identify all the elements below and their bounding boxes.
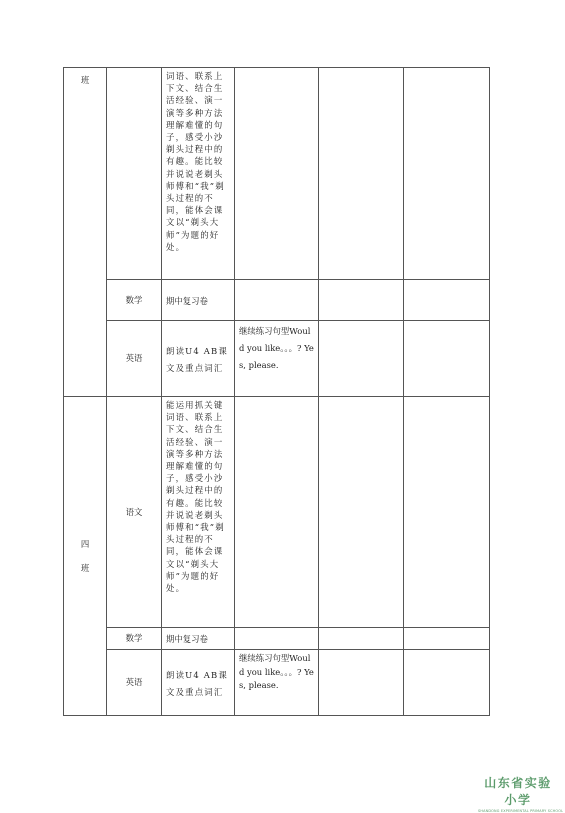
- empty-cell: [319, 321, 404, 397]
- content-cell: 期中复习卷: [162, 280, 235, 321]
- content-cell: 期中复习卷: [162, 628, 235, 650]
- table-row: [64, 628, 490, 650]
- homework-cell: [235, 628, 319, 650]
- content-cell: 词语、联系上下文、结合生活经验、演一演等多种方法理解难懂的句子，感受小沙剃头过程中的有趣。能比较并说说老剃头师傅和“我”剃头过程的不同，能体会课文以“剃头大师”为题的好处。: [162, 68, 235, 280]
- empty-cell: [319, 628, 404, 650]
- empty-cell: [319, 68, 404, 280]
- empty-cell: [404, 321, 490, 397]
- empty-cell: [404, 650, 490, 716]
- table-row: [64, 68, 490, 280]
- table-row: [64, 650, 490, 716]
- homework-cell: 继续练习句型Would you like。。。? Yes, please.: [235, 321, 319, 397]
- homework-cell: [235, 68, 319, 280]
- subject-cell: 英语: [107, 650, 162, 716]
- empty-cell: [319, 397, 404, 628]
- homework-cell: 继续练习句型Would you like。。。? Yes, please.: [235, 650, 319, 716]
- table-row: [64, 280, 490, 321]
- class-4-cell: 四 班: [64, 397, 107, 716]
- subject-cell: [107, 68, 162, 280]
- empty-cell: [404, 397, 490, 628]
- subject-cell: 数学: [107, 628, 162, 650]
- class-label: 班: [80, 75, 90, 85]
- school-name-cn: 山东省实验小学: [484, 776, 552, 807]
- subject-cell: 数学: [107, 280, 162, 321]
- homework-schedule-table: [63, 67, 490, 716]
- table-row: [64, 397, 490, 628]
- subject-cell: 语文: [107, 397, 162, 628]
- content-cell: 能运用抓关键词语、联系上下文、结合生活经验、演一演等多种方法理解难懂的句子，感受小沙剃头过程中的有趣。能比较并说说老剃头师傅和“我”剃头过程的不同，能体会课文以“剃头大师”为题的好处。: [162, 397, 235, 628]
- empty-cell: [404, 280, 490, 321]
- empty-cell: [404, 628, 490, 650]
- homework-cell: [235, 280, 319, 321]
- content-cell: 朗读U4 AB课文及重点词汇: [162, 650, 235, 716]
- empty-cell: [404, 68, 490, 280]
- class-3-cell: [64, 68, 107, 397]
- empty-cell: [319, 280, 404, 321]
- empty-cell: [319, 650, 404, 716]
- homework-cell: [235, 397, 319, 628]
- content-cell: 朗读U4 AB课文及重点词汇: [162, 321, 235, 397]
- school-logo: [478, 774, 564, 813]
- school-name-en: SHANDONG EXPERIMENTAL PRIMARY SCHOOL: [478, 809, 564, 813]
- subject-cell: 英语: [107, 321, 162, 397]
- table-row: [64, 321, 490, 397]
